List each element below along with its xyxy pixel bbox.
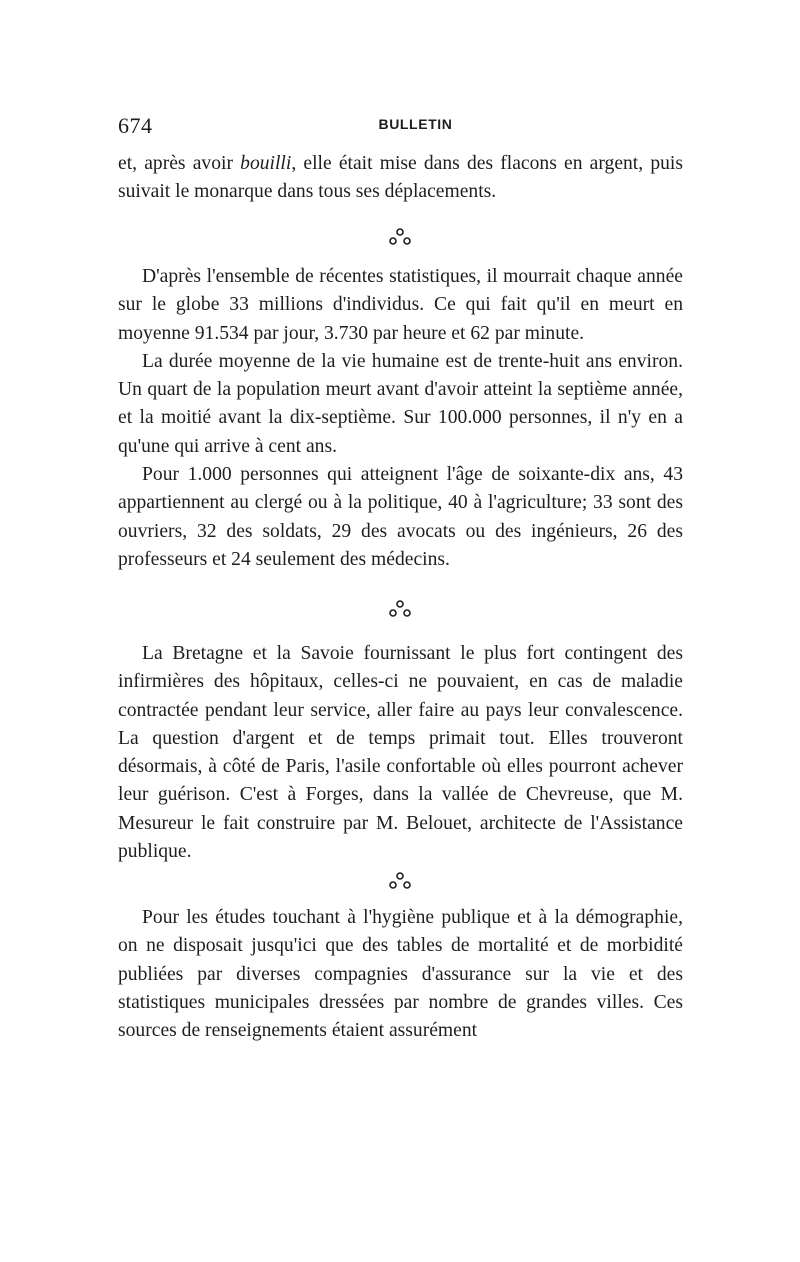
section-3 — [118, 640, 683, 866]
page-number: 674 — [118, 113, 153, 138]
asterism-separator — [380, 598, 420, 620]
asterism-icon — [380, 226, 420, 248]
asterism-icon — [380, 870, 420, 892]
running-head: BULLETIN — [378, 116, 453, 132]
paragraph: La Bretagne et la Savoie fournissant le plus fort contingent des infirmières des hôpitaux, celles-ci ne pouvaient, en cas de maladie contractée pendant leur service, aller faire au pays leur convalescence. La question d'argent et de temps primait tout. Elles trouveront désormais, à côté de Paris, l'asile confortable où elles pourront achever leur guérison. C'est à Forges, dans la vallée de Chevreuse, que M. Mesureur le fait construire par M. Belouet, architecte de l'Assistance publique. — [118, 643, 683, 863]
paragraph: Pour les études touchant à l'hygiène publique et à la démographie, on ne disposait jusqu'ici que des tables de mortalité et de morbidité publiées par diverses compagnies d'assurance sur la vie et des statistiques municipales dressées par nombre de grandes villes. Ces sources de renseignements étaient assurément — [118, 907, 683, 1042]
section-2 — [118, 263, 683, 574]
asterism-separator — [380, 226, 420, 248]
asterism-icon — [380, 598, 420, 620]
page-header — [118, 113, 683, 139]
paragraph: et, après avoir bouilli, elle était mise dans des flacons en argent, puis suivait le monarque dans tous ses déplacements. — [118, 153, 683, 203]
section-4 — [118, 904, 683, 1045]
asterism-separator — [380, 870, 420, 892]
paragraph: D'après l'ensemble de récentes statistiques, il mourrait chaque année sur le globe 33 millions d'individus. Ce qui fait qu'il en meurt en moyenne 91.534 par jour, 3.730 par heure et 62 par minute. — [118, 266, 683, 344]
paragraph: La durée moyenne de la vie humaine est de trente-huit ans environ. Un quart de la population meurt avant d'avoir atteint la septième année, et la moitié avant la dix-septième. Sur 100.000 personnes, il n'y en a qu'une qui arrive à cent ans. — [118, 350, 683, 457]
section-1 — [118, 150, 683, 207]
paragraph: Pour 1.000 personnes qui atteignent l'âge de soixante-dix ans, 43 appartiennent au clergé ou à la politique, 40 à l'agriculture; 33 sont des ouvriers, 32 des soldats, 29 des avocats ou des ingénieurs, 26 des professeurs et 24 seulement des médecins. — [118, 464, 683, 570]
italic-word: bouilli — [240, 153, 292, 174]
